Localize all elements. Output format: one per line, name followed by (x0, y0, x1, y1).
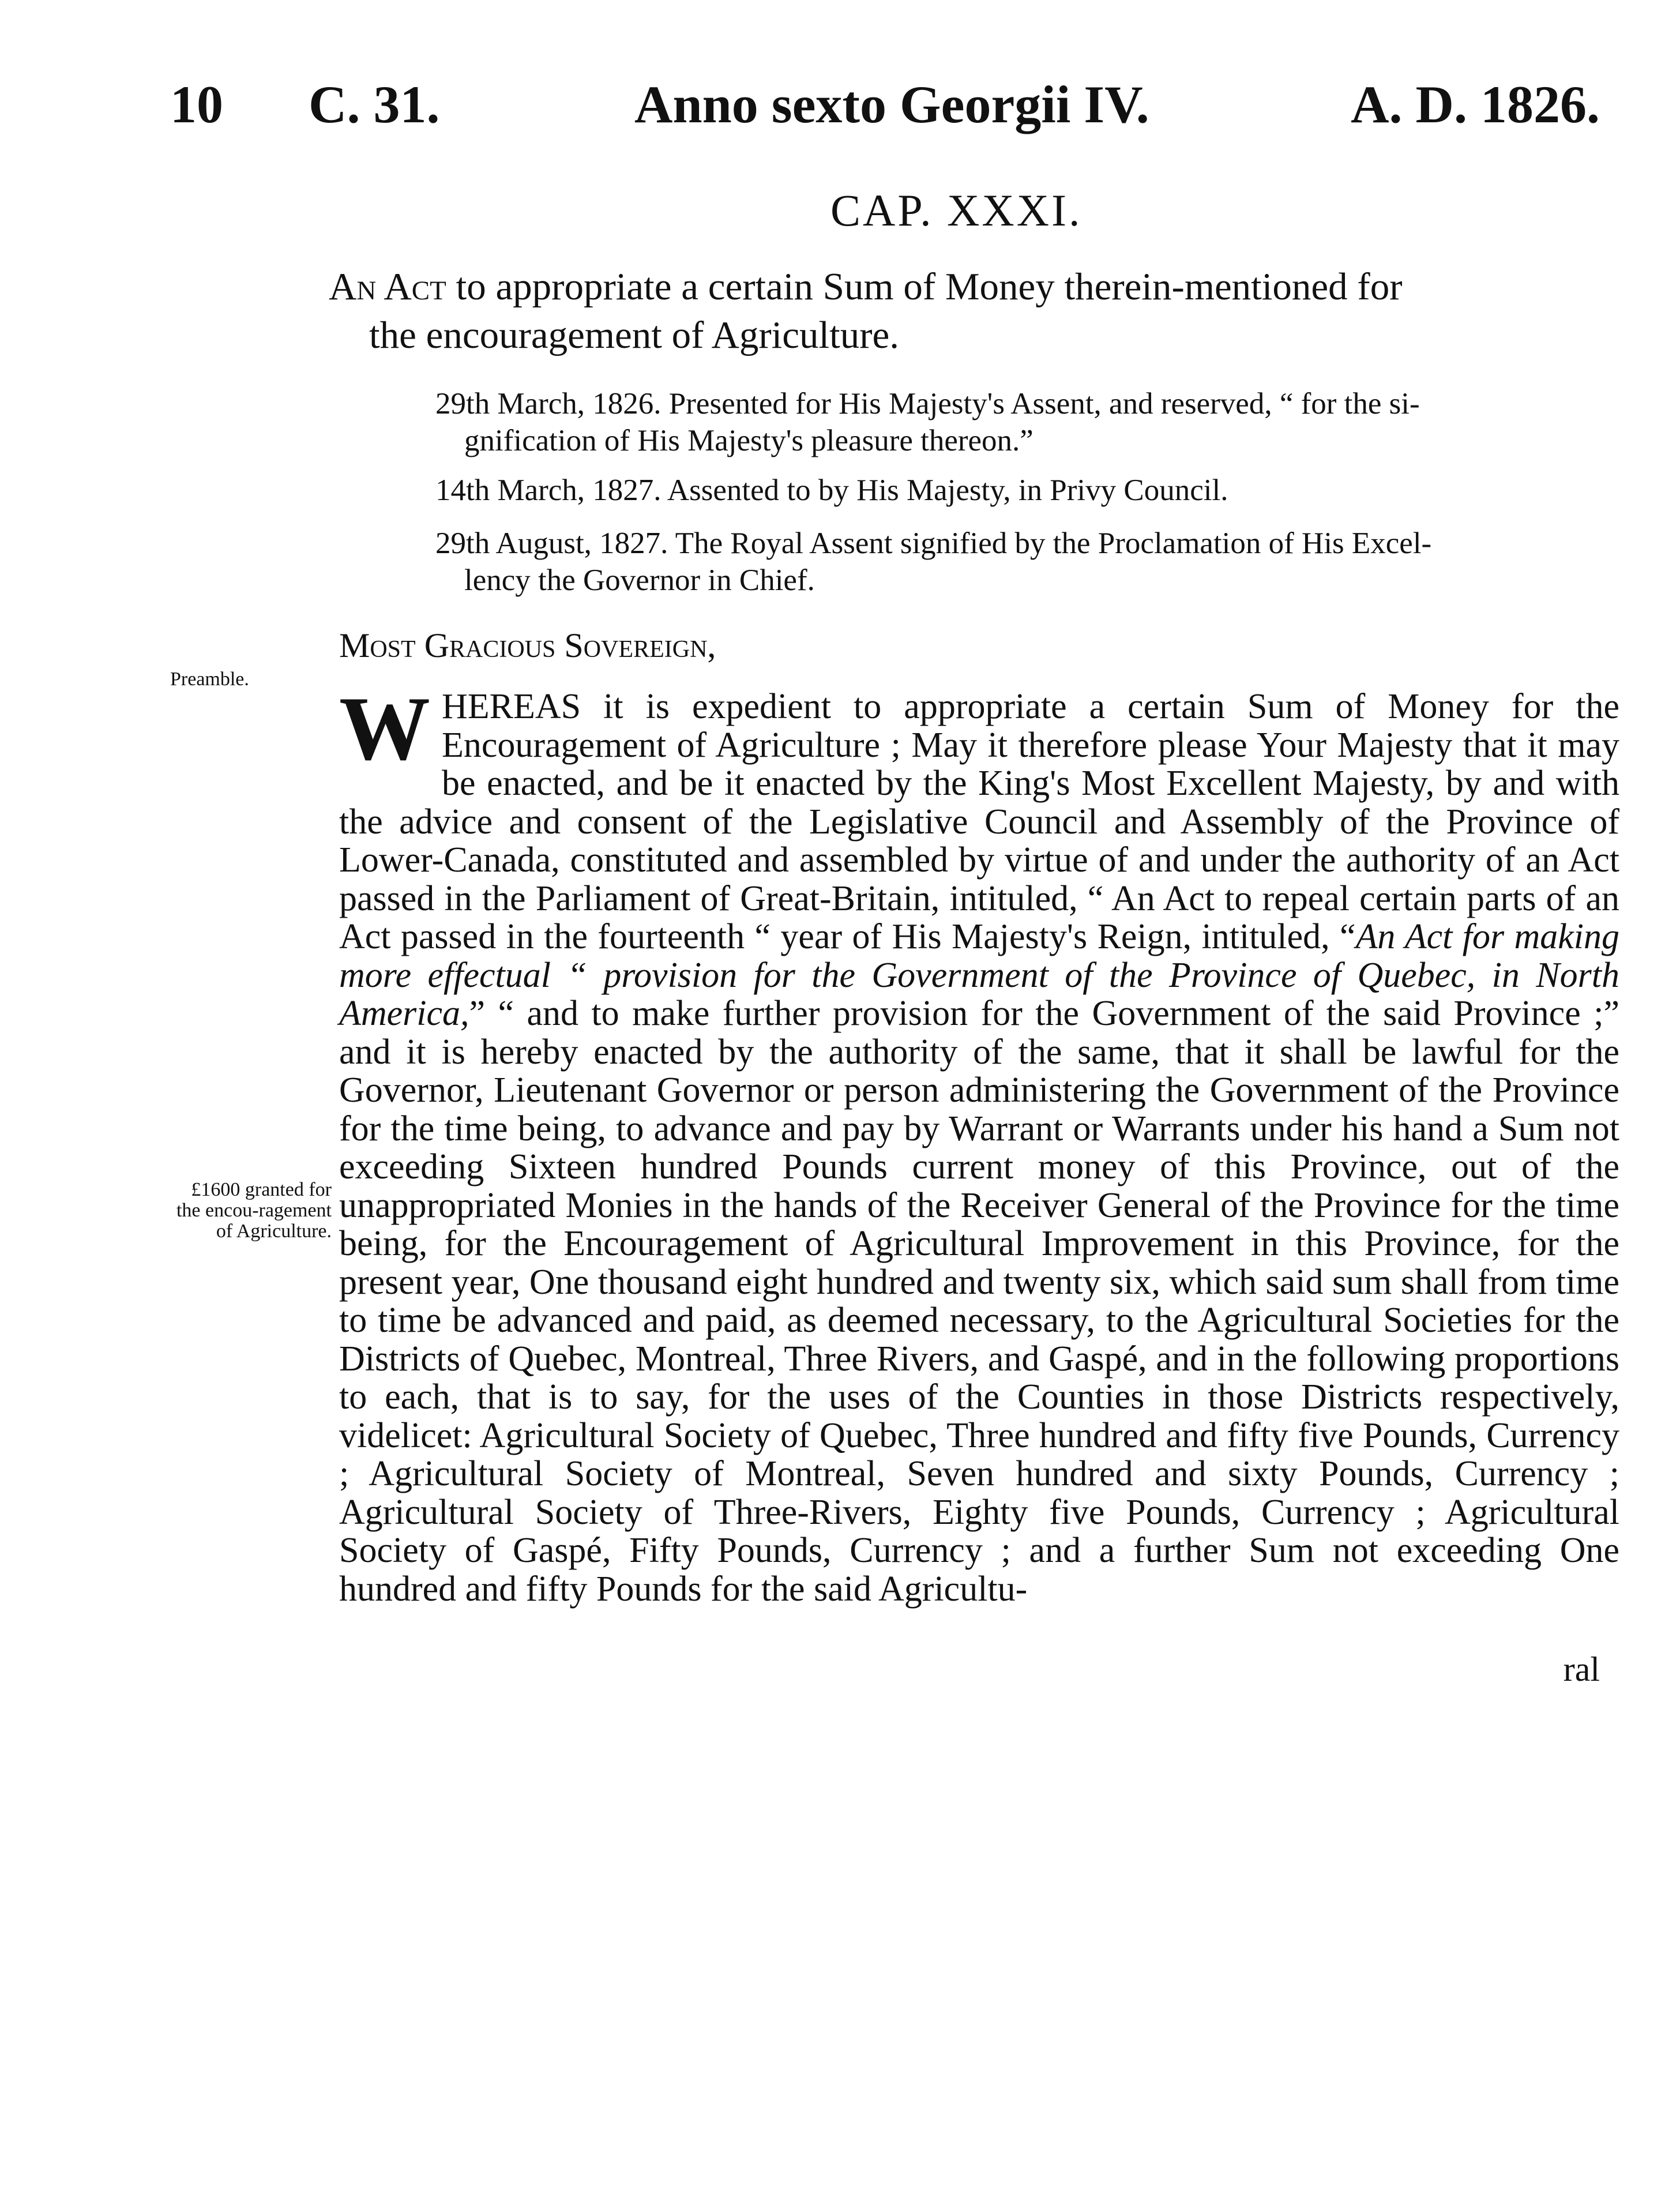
body-part-1: HEREAS it is expedient to appropriate a certain Sum of Money for the Encouragement of Agriculture ; May it therefore please Your Majesty that it may be enacted, and be it enacted by the King's Most Excellent Majesty, by and with the advice and consent of the Legislative Council and Assembly of the Province of Lower-Canada, constituted and assembled by virtue of and under the authority of an Act passed in the Parliament of Great-Britain, intituled, “ An Act to repeal certain parts of an Act passed in the fourteenth “ year of His Majesty's Reign, intituled, “ (339, 687, 1619, 956)
date-entry-line2: lency the Governor in Chief. (464, 564, 815, 597)
act-title-lead: An Act (329, 265, 446, 308)
act-title-line2: the encouragement of Agriculture. (369, 314, 900, 356)
page-number: 10 (170, 75, 223, 134)
margin-note-preamble: Preamble. (170, 669, 249, 690)
drop-capital: W (339, 678, 430, 779)
date-entry-line1: 29th March, 1826. Presented for His Majesty's Assent, and reserved, “ for the si- (435, 387, 1420, 420)
act-title (329, 262, 1612, 359)
calendar-year: A. D. 1826. (1351, 75, 1600, 134)
enacting-text (339, 678, 1619, 1609)
act-title-line1: to appropriate a certain Sum of Money therein-mentioned for (456, 265, 1403, 308)
date-entry (435, 472, 1606, 509)
date-entry (435, 385, 1606, 459)
date-entry-line1: 29th August, 1827. The Royal Assent signified by the Proclamation of His Excel- (435, 527, 1432, 560)
regnal-year: Anno sexto Georgii IV. (634, 75, 1149, 134)
cap-heading: CAP. XXXI. (830, 185, 1083, 235)
date-entry (435, 525, 1606, 599)
date-entry-line1: 14th March, 1827. Assented to by His Majesty, in Privy Council. (435, 474, 1228, 507)
catchword: ral (1563, 1650, 1600, 1688)
chapter-number: C. 31. (309, 75, 440, 134)
date-entry-line2: gnification of His Majesty's pleasure thereon.” (464, 424, 1033, 457)
salutation: Most Gracious Sovereign, (339, 626, 716, 664)
margin-note-grant: £1600 granted for the encou-ragement of Agriculture. (176, 1179, 332, 1242)
body-italic-title: An Act for making more effectual “ provision for the Government of the Province of Quebec, in North America, (339, 917, 1619, 1033)
body-part-2: ” “ and to make further provision for the Government of the said Province ;” and it is hereby enacted by the authority of the same, that it shall be lawful for the Governor, Lieutenant Governor or person administering the Government of the Province for the time being, to advance and pay by Warrant or Warrants under his hand a Sum not exceeding Sixteen hundred Pounds current money of this Province, out of the unappropriated Monies in the hands of the Receiver General of the Province for the time being, for the Encouragement of Agricultural Improvement in this Province, for the present year, One thousand eight hundred and twenty six, which said sum shall from time to time be advanced and paid, as deemed necessary, to the Agricultural Societies for the Districts of Quebec, Montreal, Three Rivers, and Gaspé, and in the following proportions to each, that is to say, for the uses of the Counties in those Districts respectively, videlicet: Agricultural Society of Quebec, Three hundred and fifty five Pounds, Currency ; Agricultural Society of Montreal, Seven hundred and sixty Pounds, Currency ; Agricultural Society of Three-Rivers, Eighty five Pounds, Currency ; Agricultural Society of Gaspé, Fifty Pounds, Currency ; and a further Sum not exceeding One hundred and fifty Pounds for the said Agricultu- (339, 994, 1619, 1609)
